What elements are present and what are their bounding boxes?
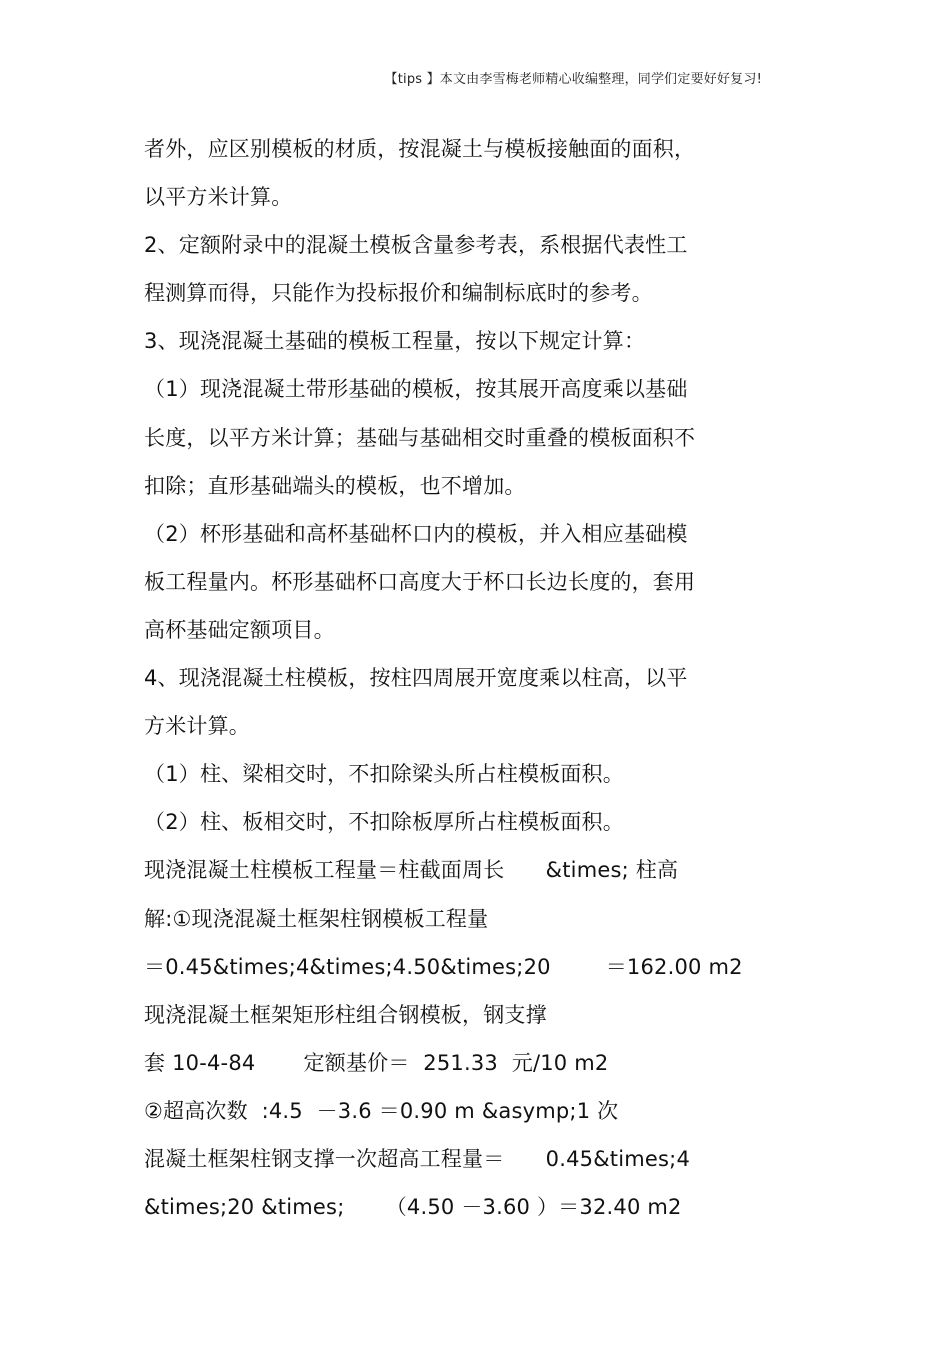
- text-line: 长度，以平方米计算；基础与基础相交时重叠的模板面积不: [144, 425, 696, 450]
- text-line: 现浇混凝土柱模板工程量＝柱截面周长 &times; 柱高: [144, 858, 679, 883]
- text-line: （1）柱、梁相交时，不扣除梁头所占柱模板面积。: [144, 762, 624, 787]
- text-line: 3、现浇混凝土基础的模板工程量，按以下规定计算：: [144, 329, 646, 354]
- text-line: 套 10-4-84 定额基价＝ 251.33 元/10 m2: [144, 1050, 609, 1075]
- text-line: ＝0.45&times;4&times;4.50&times;20 ＝162.00 m2: [144, 954, 743, 979]
- text-line: &times;20 &times; （4.50 －3.60 ）＝32.40 m2: [144, 1195, 682, 1220]
- text-line: （2）柱、板相交时，不扣除板厚所占柱模板面积。: [144, 810, 624, 835]
- text-line: 解:①现浇混凝土框架柱钢模板工程量: [144, 906, 489, 931]
- text-line: （2）杯形基础和高杯基础杯口内的模板，并入相应基础模: [144, 521, 688, 546]
- text-line: 板工程量内。杯形基础杯口高度大于杯口长边长度的，套用: [144, 569, 696, 594]
- text-line: 程测算而得，只能作为投标报价和编制标底时的参考。: [144, 281, 653, 306]
- text-line: 方米计算。: [144, 714, 250, 739]
- text-line: 现浇混凝土框架矩形柱组合钢模板，钢支撑: [144, 1002, 547, 1027]
- text-line: 高杯基础定额项目。: [144, 617, 335, 642]
- text-line: ②超高次数 :4.5 －3.6 ＝0.90 m &asymp;1 次: [144, 1098, 619, 1123]
- text-line: （1）现浇混凝土带形基础的模板，按其展开高度乘以基础: [144, 377, 688, 402]
- document-body: [144, 125, 764, 1231]
- text-line: 混凝土框架柱钢支撑一次超高工程量＝ 0.45&times;4: [144, 1146, 691, 1171]
- text-line: 以平方米计算。: [144, 185, 293, 210]
- text-line: 4、现浇混凝土柱模板，按柱四周展开宽度乘以柱高，以平: [144, 666, 688, 691]
- text-line: 者外，应区别模板的材质，按混凝土与模板接触面的面积，: [144, 137, 696, 161]
- text-line: 扣除；直形基础端头的模板，也不增加。: [144, 473, 526, 498]
- header-tips-note: 【tips 】本文由李雪梅老师精心收编整理，同学们定要好好复习!: [384, 72, 762, 87]
- text-line: 2、定额附录中的混凝土模板含量参考表，系根据代表性工: [144, 233, 688, 258]
